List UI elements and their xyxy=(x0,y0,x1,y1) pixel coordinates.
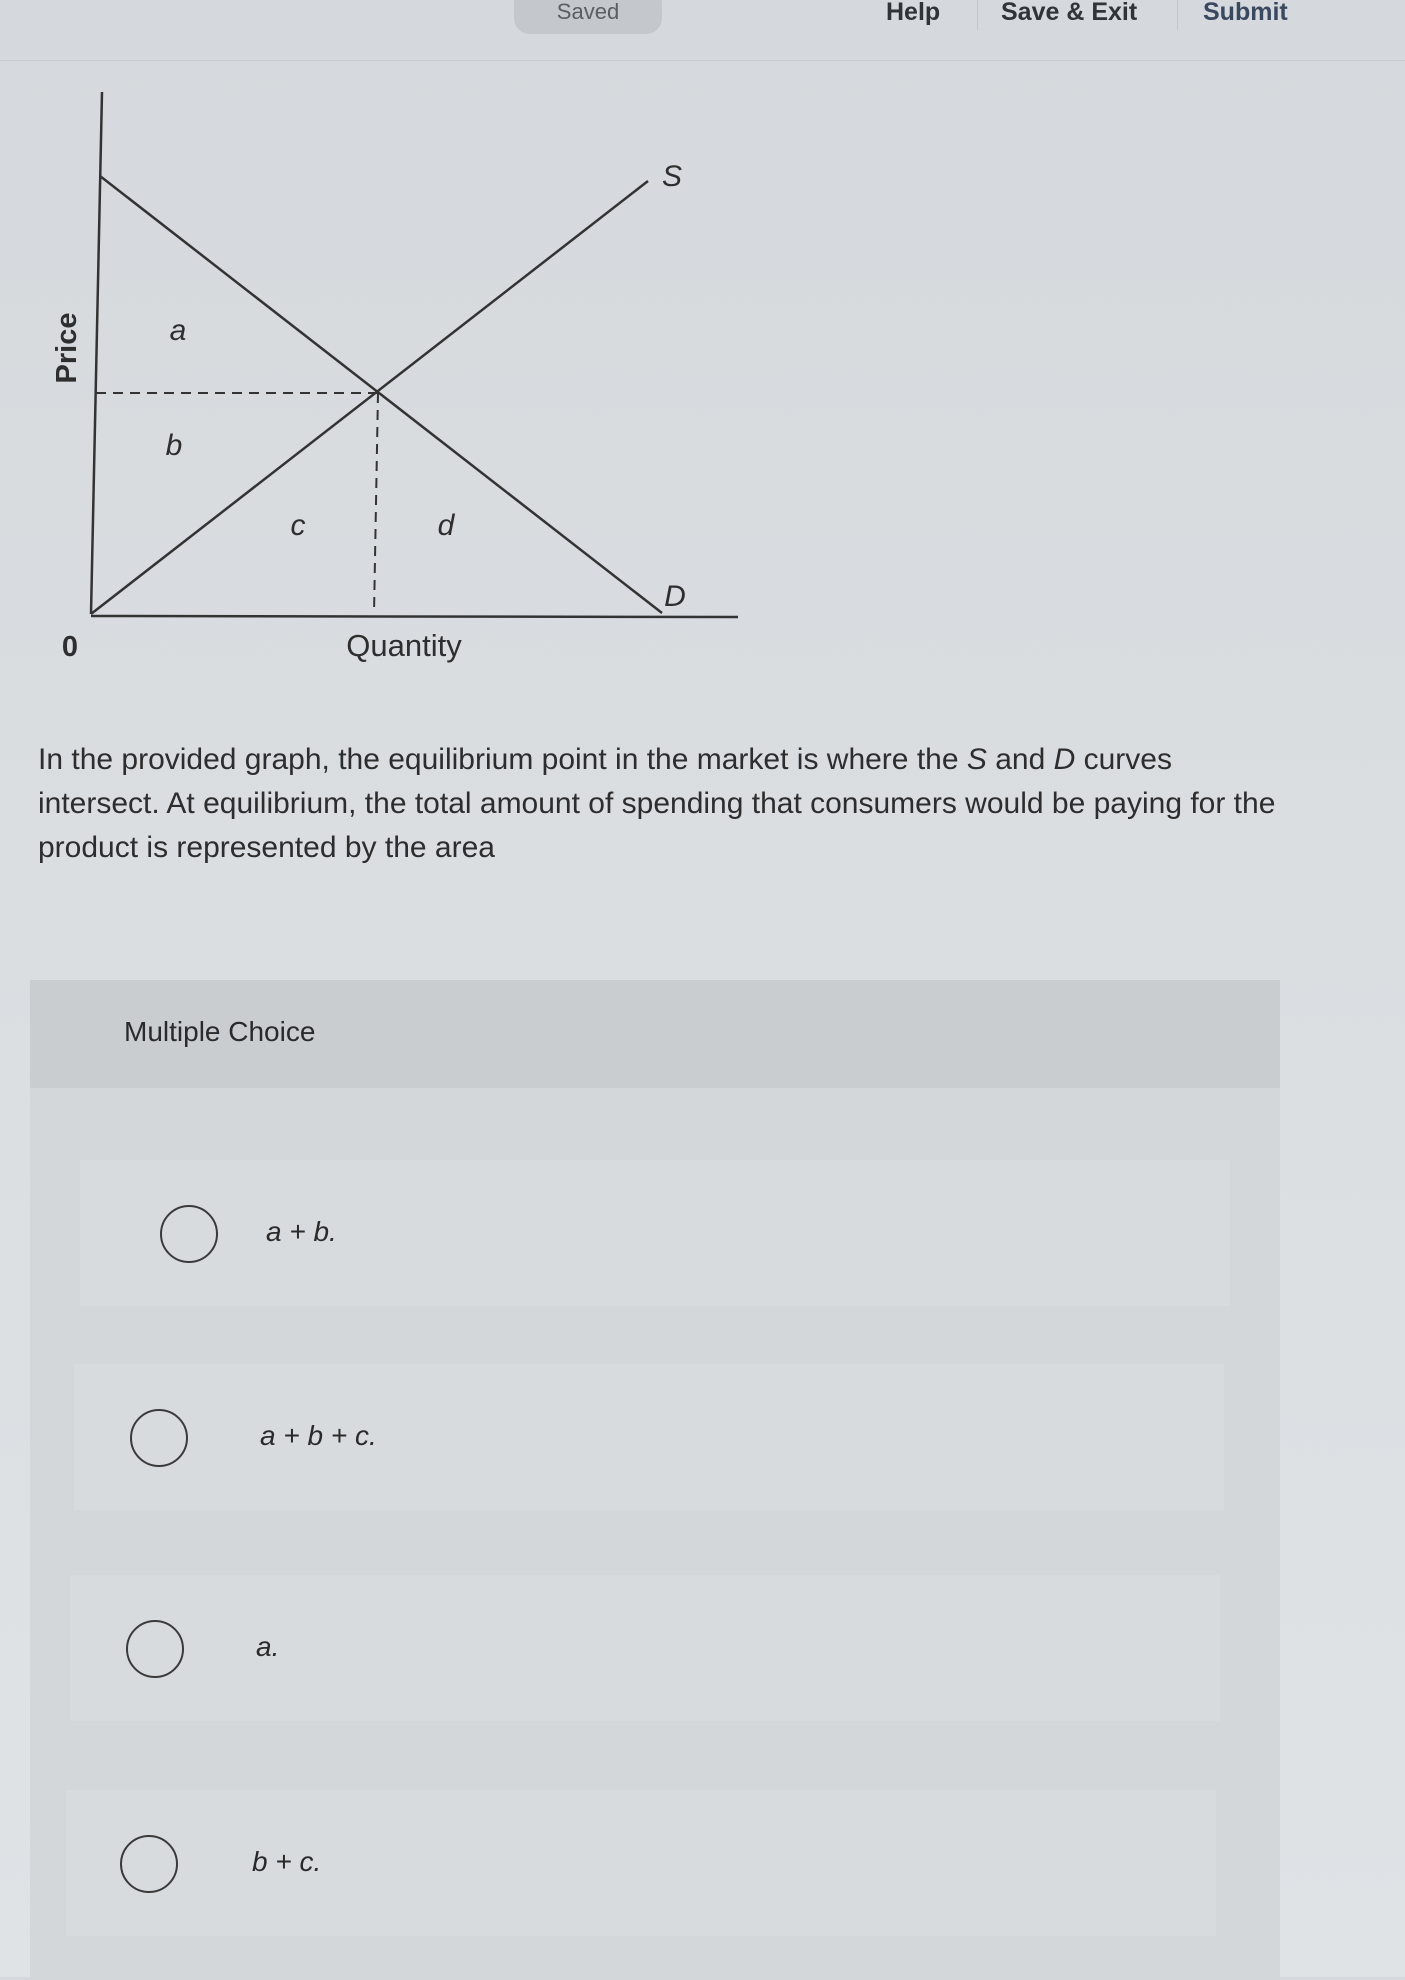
y-axis-label: Price xyxy=(51,312,83,384)
nav-divider xyxy=(977,0,978,30)
radio-button[interactable] xyxy=(130,1409,188,1467)
multiple-choice-title: Multiple Choice xyxy=(124,1016,316,1047)
supply-label: S xyxy=(661,160,683,193)
question-part-1: In the provided graph, the equilibrium point in the market is where the xyxy=(38,743,967,776)
question-part-2: curves intersect. At equilibrium, the total amount of spending that consumers would be paying for the product is represented by the area xyxy=(38,743,1276,864)
origin-label: 0 xyxy=(61,631,79,663)
question-s-symbol: S xyxy=(966,743,987,776)
area-d-label: d xyxy=(437,509,455,542)
choice-option-2[interactable] xyxy=(74,1364,1224,1510)
submit-button[interactable]: Submit xyxy=(1203,0,1288,26)
radio-button[interactable] xyxy=(120,1835,178,1893)
supply-curve xyxy=(91,181,648,614)
choice-label: a + b. xyxy=(266,1216,337,1247)
question-and: and xyxy=(986,743,1054,776)
choice-option-4[interactable] xyxy=(66,1790,1216,1936)
nav-divider xyxy=(1177,0,1178,30)
choice-label: a. xyxy=(256,1631,280,1662)
area-a-label: a xyxy=(169,314,187,347)
area-c-label: c xyxy=(290,509,306,542)
equilibrium-quantity-line xyxy=(374,393,378,614)
saved-status-badge: Saved xyxy=(514,0,662,34)
multiple-choice-panel xyxy=(30,980,1280,1980)
choice-option-1[interactable] xyxy=(80,1160,1230,1306)
multiple-choice-header xyxy=(30,980,1280,1088)
question-text xyxy=(38,738,1278,870)
demand-label: D xyxy=(664,580,686,613)
demand-curve xyxy=(100,176,662,613)
radio-button[interactable] xyxy=(126,1620,184,1678)
x-axis-label: Quantity xyxy=(346,628,462,663)
question-d-symbol: D xyxy=(1053,743,1076,776)
choice-label: b + c. xyxy=(252,1846,322,1877)
area-b-label: b xyxy=(165,429,183,462)
radio-button[interactable] xyxy=(160,1205,218,1263)
save-exit-button[interactable]: Save & Exit xyxy=(1001,0,1138,26)
help-button[interactable]: Help xyxy=(886,0,941,26)
top-bar xyxy=(0,0,1405,61)
supply-demand-graph xyxy=(40,80,760,680)
choice-option-3[interactable] xyxy=(70,1575,1220,1721)
y-axis xyxy=(91,92,102,614)
x-axis xyxy=(91,616,738,617)
choice-label: a + b + c. xyxy=(260,1420,377,1451)
